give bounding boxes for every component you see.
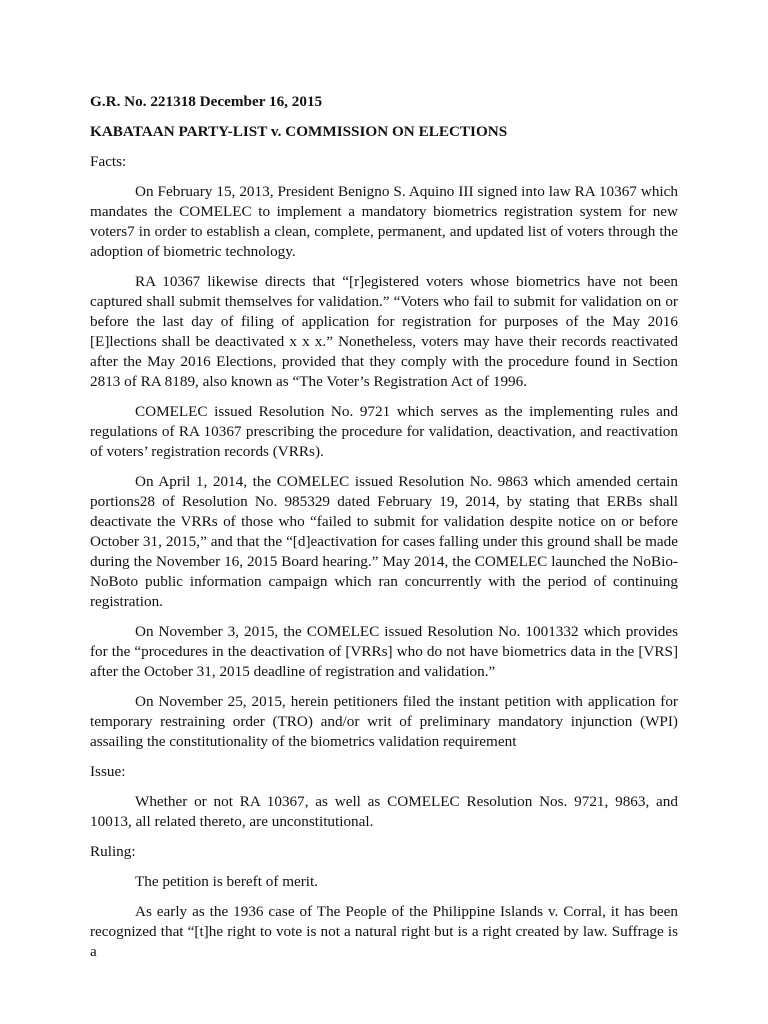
ruling-label: Ruling: [90, 843, 136, 860]
case-number: G.R. No. 221318 December 16, 2015 [90, 93, 323, 110]
facts-paragraph-4: On April 1, 2014, the COMELEC issued Resolution No. 9863 which amended certain portions28 of Resolution No. 985329 dated February 19, 2014, by stating that ERBs shall deactivate the VRRs of those who “failed to submit for validation despite notice on or before October 31, 2015,” and that the “[d]eactivation for cases falling under this ground shall be made during the November 16, 2015 Board hearing.” May 2014, the COMELEC launched the NoBio-NoBoto public information campaign which ran concurrently with the period of continuing registration. [90, 473, 678, 610]
facts-paragraph-2: RA 10367 likewise directs that “[r]egistered voters whose biometrics have not been captured shall submit themselves for validation.” “Voters who fail to submit for validation on or before the last day of filing of application for registration for purposes of the May 2016 [E]lections shall be deactivated x x x.” Nonetheless, voters may have their records reactivated after the May 2016 Elections, provided that they comply with the procedure found in Section 2813 of RA 8189, also known as “The Voter’s Registration Act of 1996. [90, 273, 678, 390]
ruling-paragraph-1: The petition is bereft of merit. [135, 873, 319, 890]
document-page [90, 92, 678, 972]
facts-paragraph-6: On November 25, 2015, herein petitioners filed the instant petition with application for temporary restraining order (TRO) and/or writ of preliminary mandatory injunction (WPI) assailing the constitutionality of the biometrics validation requirement [90, 693, 678, 750]
issue-label: Issue: [90, 763, 126, 780]
facts-label: Facts: [90, 153, 127, 170]
issue-paragraph: Whether or not RA 10367, as well as COMELEC Resolution Nos. 9721, 9863, and 10013, all related thereto, are unconstitutional. [90, 793, 678, 830]
facts-paragraph-3: COMELEC issued Resolution No. 9721 which serves as the implementing rules and regulations of RA 10367 prescribing the procedure for validation, deactivation, and reactivation of voters’ registration records (VRRs). [90, 403, 678, 460]
facts-paragraph-5: On November 3, 2015, the COMELEC issued Resolution No. 1001332 which provides for the “procedures in the deactivation of [VRRs] who do not have biometrics data in the [VRS] after the October 31, 2015 deadline of registration and validation.” [90, 623, 678, 680]
ruling-paragraph-2: As early as the 1936 case of The People of the Philippine Islands v. Corral, it has been recognized that “[t]he right to vote is not a natural right but is a right created by law. Suffrage is a [90, 903, 678, 960]
case-title: KABATAAN PARTY-LIST v. COMMISSION ON ELECTIONS [90, 123, 508, 140]
facts-paragraph-1: On February 15, 2013, President Benigno S. Aquino III signed into law RA 10367 which mandates the COMELEC to implement a mandatory biometrics registration system for new voters7 in order to establish a clean, complete, permanent, and updated list of voters through the adoption of biometric technology. [90, 183, 678, 260]
